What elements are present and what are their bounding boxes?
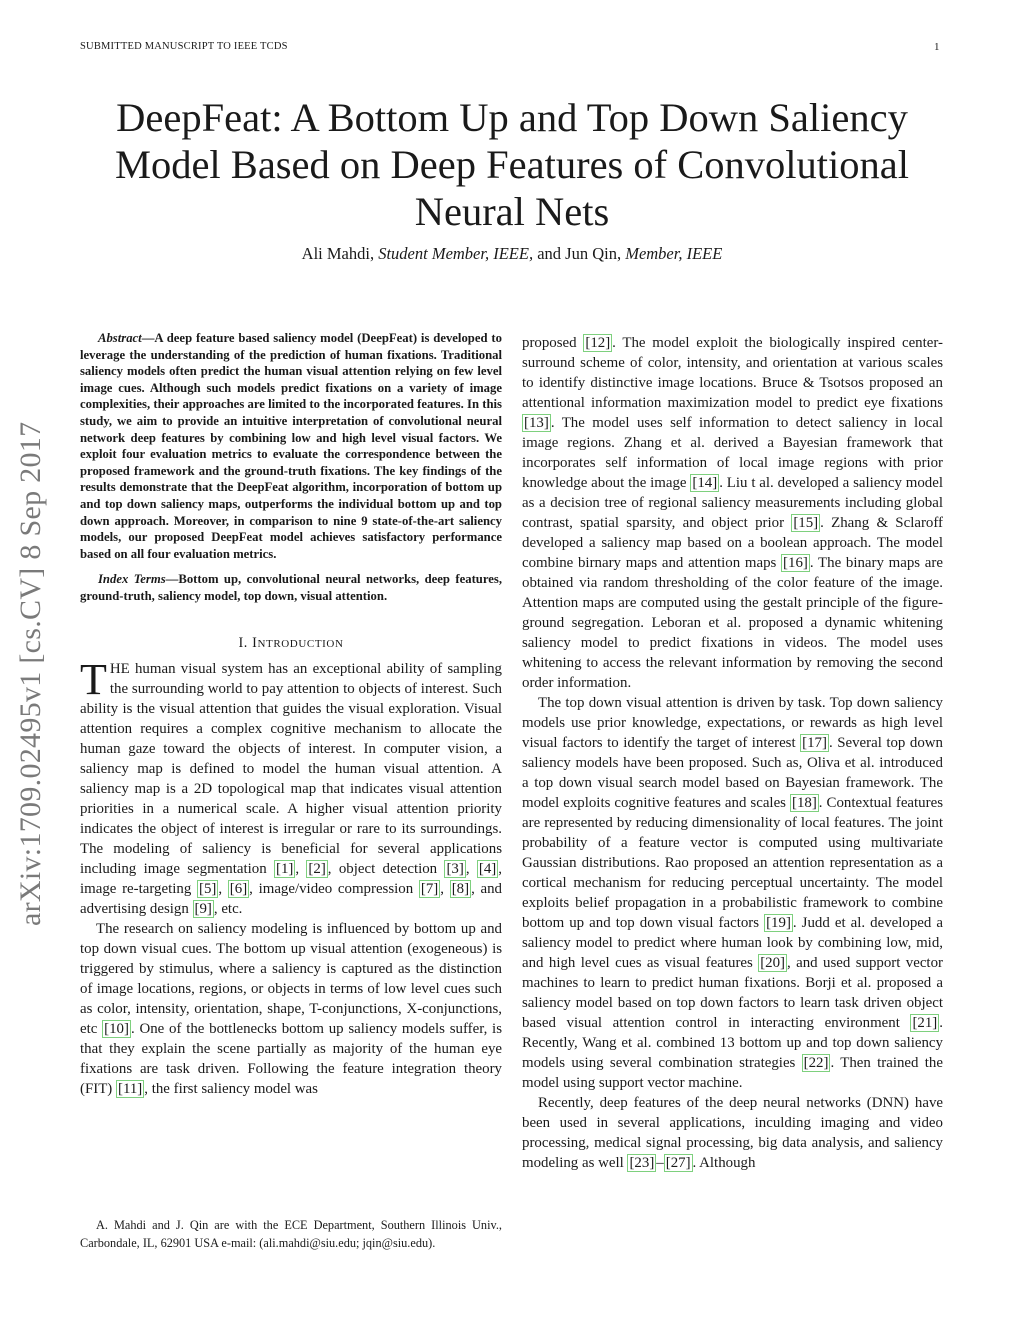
paragraph-text: . Liu t al. developed a saliency model as a decision tree of regional saliency measurements including global contrast, spatial sparsity, and object prior (522, 475, 943, 531)
paragraph-text: . Contextual features are represented by reducing dimensionality of local features. The joint probability of a feature vector is computed using multivariate Gaussian distributions. Rao proposed an attention representation as a cortical mechanism for reducing perceptual uncertainty. The model exploits belief propagation in a probabilistic framework to combine bottom up and top down visual factors (522, 795, 943, 931)
index-terms (80, 571, 502, 604)
index-terms-text: —Bottom up, convolutional neural networks, deep features, ground-truth, saliency model, top down, visual attention. (80, 572, 502, 603)
paragraph-text: Recently, deep features of the deep neural networks (DNN) have been used in several applications, inculding imaging and video processing, medical signal processing, big data analysis, and saliency modeling as well (522, 1095, 943, 1171)
paragraph-text: . Zhang & Sclaroff developed a saliency map based on a boolean approach. The model combine birnary maps and attention maps (522, 515, 943, 571)
index-terms-label: Index Terms (98, 572, 166, 587)
paragraph-text: The research on saliency modeling is influenced by bottom up and top down visual cues. The bottom up visual attention (exogeneous) is triggered by stimulus, where a saliency is captured as the distinction of image locations, regions, or objects in terms of low level cues such as color, intensity, orientation, shape, T-conjunctions, X-conjunctions, etc (80, 920, 502, 1037)
citation-link[interactable]: [22] (803, 1055, 829, 1071)
citation-link[interactable]: [8] (451, 880, 470, 897)
body-paragraph (522, 333, 943, 693)
paragraph-text: . The model uses self information to detect saliency in local image regions. Zhang et al. derived a Bayesian framework that incorporates self information of local image regions with prior knowledge about the image (522, 415, 943, 491)
citation-link[interactable]: [9] (194, 900, 212, 917)
arxiv-stamp: arXiv:1709.02495v1 [cs.CV] 8 Sep 2017 (14, 421, 47, 926)
author-conjunction: and (537, 244, 562, 263)
author-line (60, 244, 964, 264)
citation-link[interactable]: [2] (308, 860, 326, 877)
author-affiliation: Member, IEEE (625, 244, 723, 263)
paragraph-text: . Judd et al. developed a saliency model to predict where human look by combining low, mid, and high level cues as visual features (522, 915, 943, 971)
citation-link[interactable]: [27] (665, 1155, 691, 1171)
abstract-text: —A deep feature based saliency model (DeepFeat) is developed to leverage the understanding of the prediction of human fixations. Traditional saliency models often predict the human visual attention relying on few level image cues. Although such models predict fixations on a variety of image complexities, their approaches are limited to the incorporated features. In this study, we aim to provide an intuitive interpretation of convolutional neural network deep features by combining low and high level visual factors. We exploit four evaluation metrics to evaluate the correspondence between the proposed framework and the ground-truth fixations. The key findings of the results demonstrate that the DeepFeat algorithm, incorporation of bottom up and top down saliency maps, outperforms the individual bottom up and top down approach. Moreover, in comparison to nine 9 state-of-the-art saliency models, our proposed DeepFeat model achieves satisfactory performance based on all four evaluation metrics. (80, 331, 502, 561)
citation-link[interactable]: [15] (793, 515, 819, 531)
author-name: Ali Mahdi, (301, 244, 375, 263)
author-affiliation: Student Member, IEEE, (378, 244, 534, 263)
intro-paragraph (80, 919, 502, 1099)
citation-link[interactable]: [20] (760, 955, 786, 971)
abstract (80, 330, 502, 562)
section-title-rest: NTRODUCTION (257, 637, 344, 650)
citation-link[interactable]: [12] (585, 335, 611, 351)
paragraph-text: proposed (522, 335, 577, 351)
citation-link[interactable]: [4] (478, 860, 497, 877)
author-name: Jun Qin, (565, 244, 622, 263)
paper-title: DeepFeat: A Bottom Up and Top Down Saliency Model Based on Deep Features of Convolutional Neural Nets (114, 95, 910, 234)
citation-link[interactable]: [13] (524, 415, 549, 431)
citation-link[interactable]: [5] (198, 880, 217, 897)
paragraph-text: . One of the bottlenecks bottom up saliency models suffer, is that they explain the scene partially as majority of the human eye fixations are task driven. Following the feature integration theory (FIT) (80, 1020, 502, 1097)
paragraph-text: , and used support vector machines to learn to predict human fixations. Borji et al. proposed a saliency model based on top down factors to learn task driven object based visual attention control in interacting environment (522, 955, 943, 1031)
citation-link[interactable]: [10] (104, 1020, 129, 1037)
paragraph-text: . The binary maps are obtained via random thresholding of the color feature of the image. Attention maps are computed using the gestalt principle of the figure-ground segregation. Leboran et al. proposed a dynamic whitening saliency model to predict fixations in videos. The model uses whitening to access the relevant information by removing the second order information. (522, 555, 943, 691)
paragraph-text: , and advertising design (80, 880, 502, 917)
section-heading (80, 635, 502, 652)
paragraph-text: HE human visual system has an exceptional ability of sampling the surrounding world to pay attention to objects of interest. Such ability is the visual attention that guides the visual exploration. Visual attention requires a complex cognitive mechanism to allocate the human gaze toward the objects of interest. In computer vision, a saliency map is defined to model the human visual attention. A saliency map is a 2D topological map that indicates visual attention priorities in a numerical scale. A higher visual attention priority indicates the object of interest is irregular or rare to its surroundings. The modeling of saliency is beneficial for several applications including image segmentation (80, 660, 502, 877)
section-title-initial: I (252, 634, 258, 651)
paragraph-text: , etc. (213, 900, 243, 917)
citation-link[interactable]: [16] (783, 555, 808, 571)
paragraph-text: , image/video compression (249, 880, 414, 897)
paragraph-text: , the first saliency model was (144, 1080, 318, 1097)
left-column (80, 330, 502, 1099)
paragraph-text: . The model exploit the biologically inspired center-surround scheme of color, intensity, and orientation at various scales to identify distinctive image locations. Bruce & Tsotsos proposed an attentional information maximization model to predict eye fixations (522, 335, 943, 411)
citation-link[interactable]: [17] (802, 735, 827, 751)
paragraph-text: The top down visual attention is driven by task. Top down saliency models use prior knowledge, expectations, or rewards as high level visual factors to identify the target of interest (522, 695, 943, 751)
paragraph-text: , image re-targeting (80, 860, 502, 897)
citation-link[interactable]: [19] (766, 915, 791, 931)
paragraph-text: . Several top down saliency models have been proposed. Such as, Oliva et al. introduced a top down visual search model based on Bayesian framework. The model exploits cognitive features and scales (522, 735, 943, 811)
citation-link[interactable]: [23] (629, 1155, 655, 1171)
citation-link[interactable]: [14] (692, 475, 718, 491)
citation-link[interactable]: [7] (420, 880, 439, 897)
running-header: SUBMITTED MANUSCRIPT TO IEEE TCDS (80, 41, 288, 52)
paragraph-text: . Recently, Wang et al. combined 13 bottom up and top down saliency models using several combination strategies (522, 1015, 943, 1071)
citation-link[interactable]: [21] (912, 1015, 938, 1031)
citation-link[interactable]: [18] (791, 795, 817, 811)
body-paragraph (522, 1093, 943, 1173)
abstract-label: Abstract (98, 331, 142, 345)
section-numeral: I. (238, 634, 248, 651)
paragraph-text: , object detection (327, 860, 438, 877)
citation-link[interactable]: [1] (276, 860, 294, 877)
drop-cap: T (80, 654, 107, 704)
page-number: 1 (934, 41, 940, 53)
right-column (522, 333, 943, 1173)
paragraph-text: . Then trained the model using support vector machine. (522, 1055, 943, 1091)
footnote: A. Mahdi and J. Qin are with the ECE Department, Southern Illinois Univ., Carbondale, IL, 62901 USA e-mail: (ali.mahdi@siu.edu; jqin@siu.edu). (80, 1218, 502, 1250)
citation-link[interactable]: [3] (446, 860, 464, 877)
intro-paragraph: THE human visual system has an exceptional ability of sampling the surrounding world to pay attention to objects of interest. Such ability is the visual attention that guides the visual exploration. Visual attention requires a complex cognitive mechanism to allocate the human gaze toward the objects of interest. In computer vision, a saliency map is defined to model the human visual attention. A saliency map is a 2D topological map that indicates visual attention priorities in a numerical scale. A higher visual attention priority indicates the object of interest is irregular or rare to its surroundings. The modeling of saliency is beneficial for several applications including image segmentation [1] , [2] , object detection [3] , [4] , image re-targeting [5] , [6] , image/video compression [7] , [8] , and advertising design [9] , etc. (80, 654, 502, 917)
body-paragraph (522, 693, 943, 1093)
paragraph-text: . Although (692, 1155, 756, 1171)
citation-link[interactable]: [6] (229, 880, 248, 897)
citation-link[interactable]: [11] (118, 1080, 143, 1097)
citation-range-dash: – (656, 1155, 664, 1171)
